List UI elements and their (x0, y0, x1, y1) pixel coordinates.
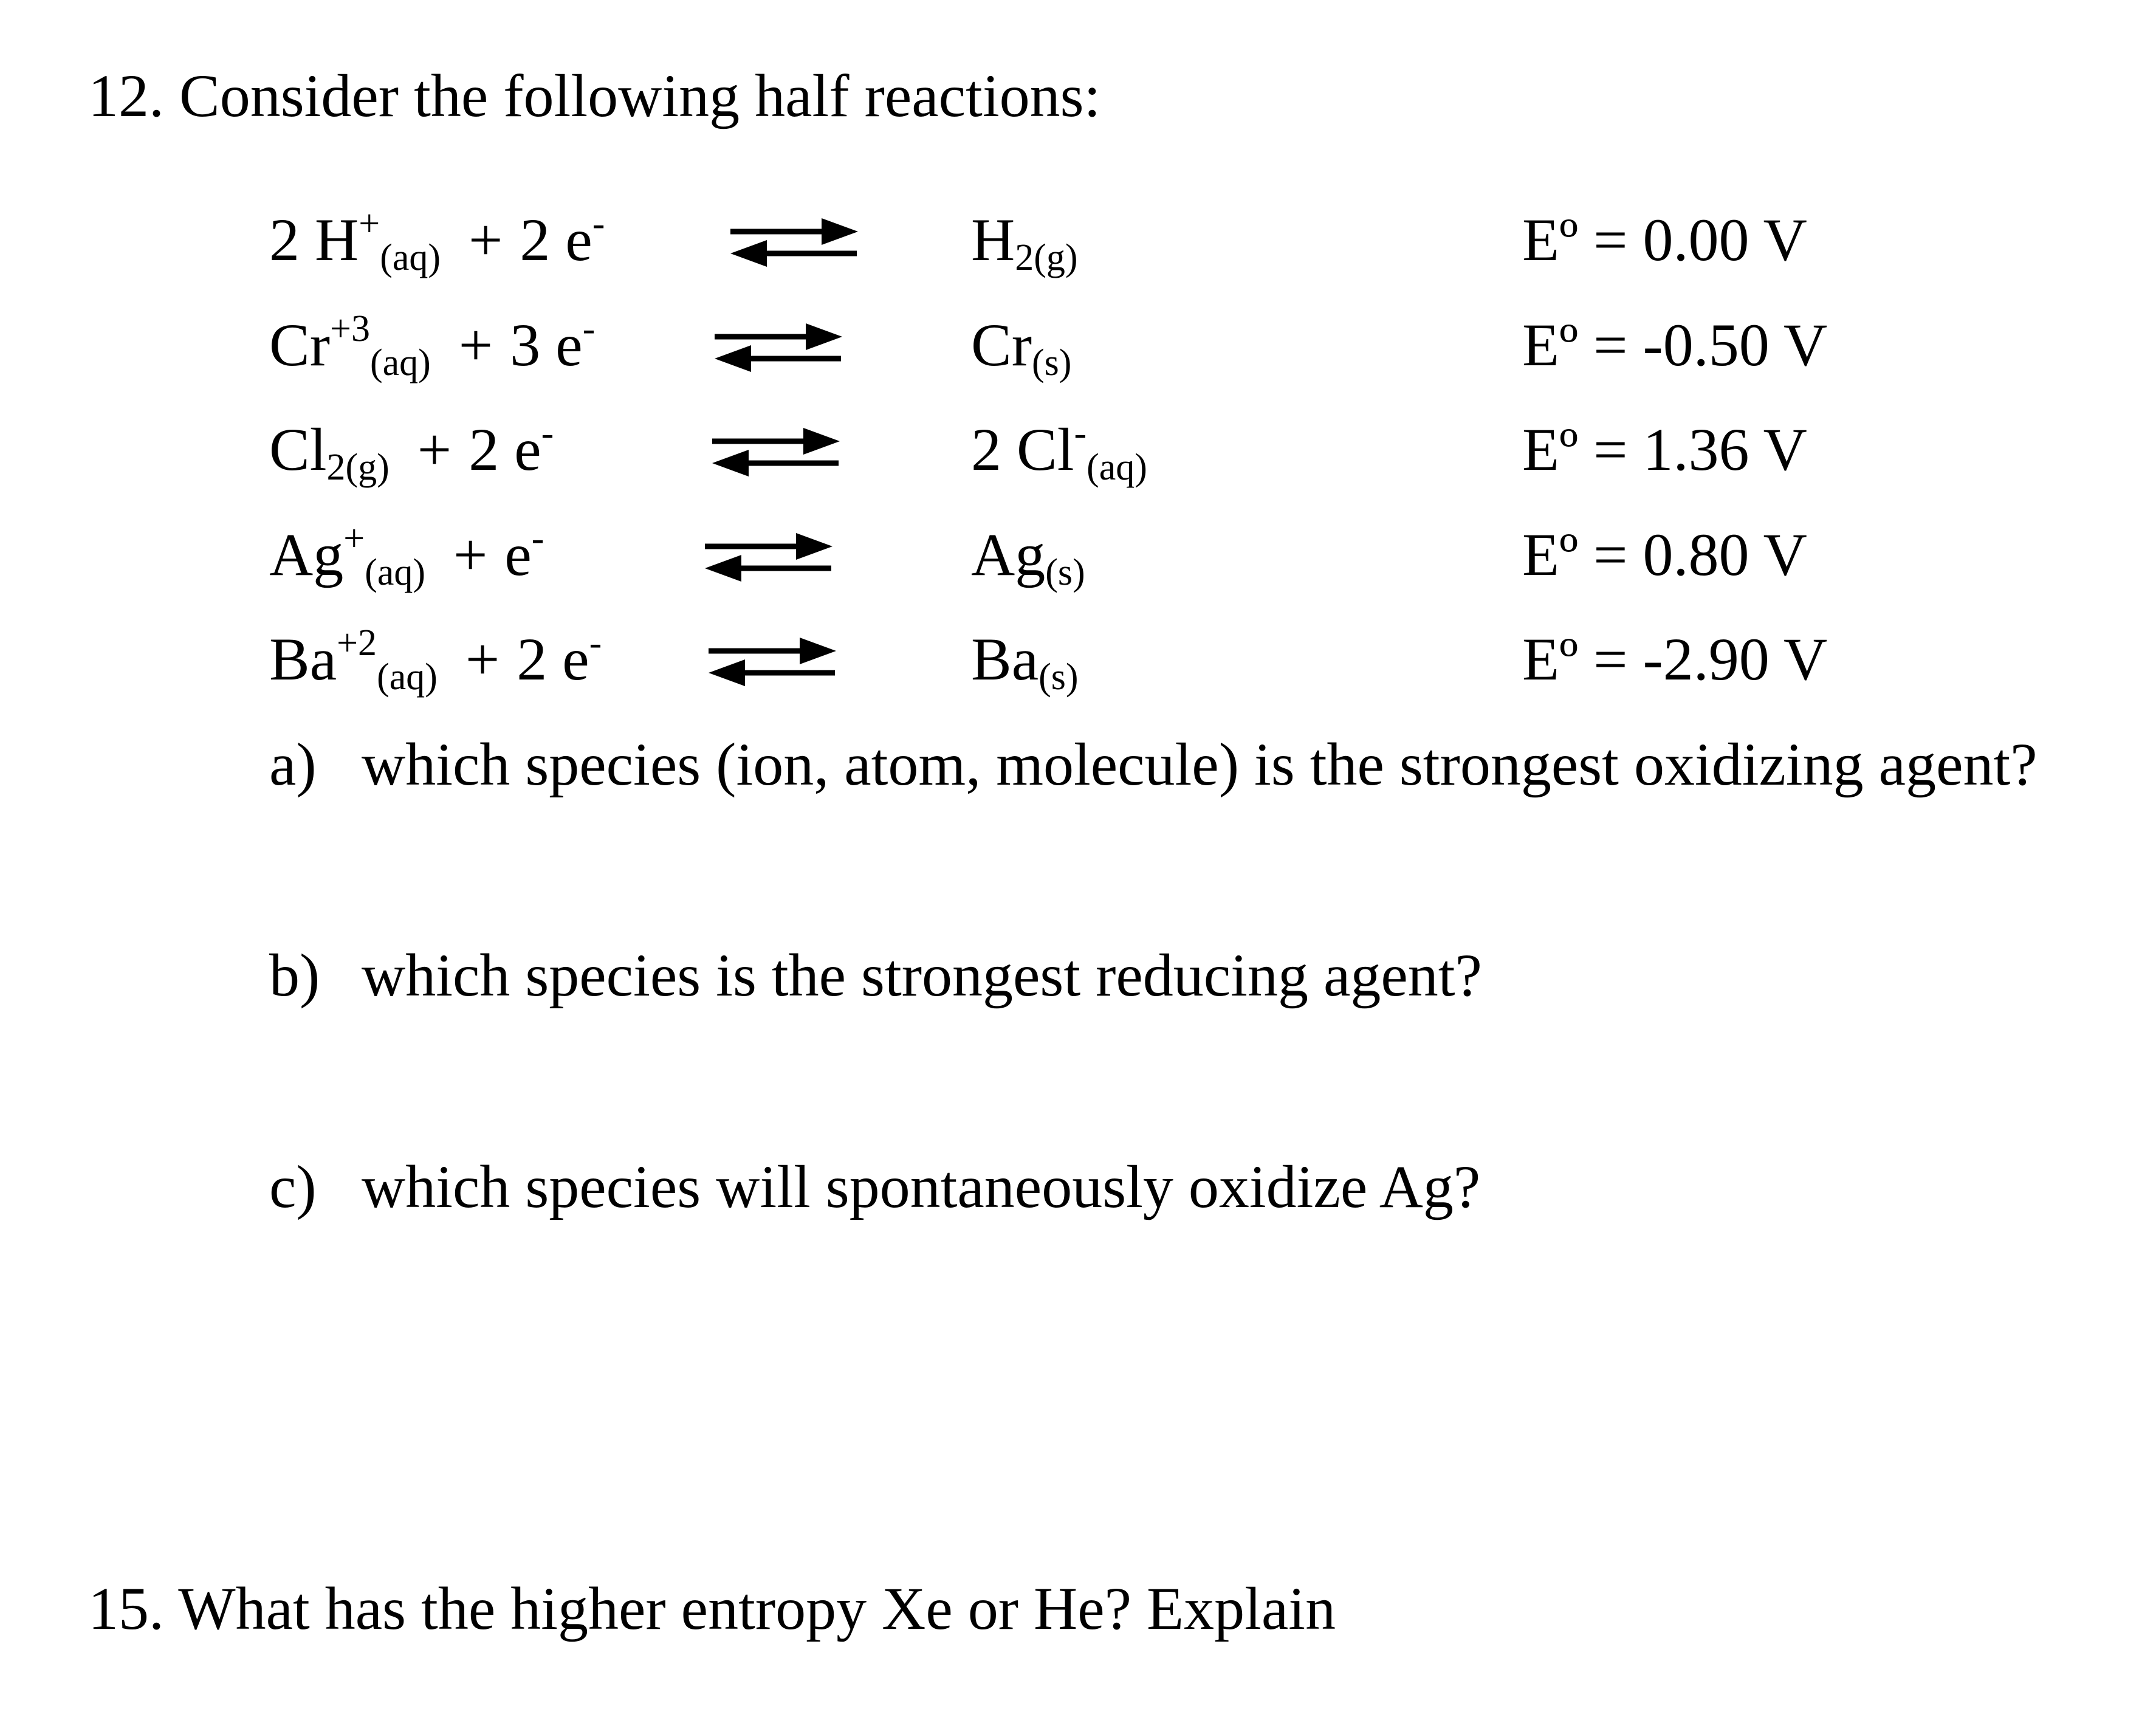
standard-potential: Eº = -0.50 V (1522, 311, 1828, 379)
reactant: Cl2(g) + 2 e- (269, 413, 554, 488)
standard-potential: Eº = -2.90 V (1522, 625, 1828, 693)
product: H2(g) (971, 206, 1078, 278)
product: Ba(s) (971, 625, 1079, 698)
equilibrium-arrow-icon (730, 212, 858, 273)
equilibrium-arrow-icon (712, 422, 840, 483)
reactant: Ag+(aq) + e- (269, 518, 544, 593)
product: Ag(s) (971, 521, 1085, 593)
reaction-row (0, 308, 2156, 406)
standard-potential: Eº = 0.00 V (1522, 206, 1807, 273)
standard-potential: Eº = 0.80 V (1522, 521, 1807, 588)
equilibrium-arrow-icon (709, 631, 836, 692)
product: 2 Cl-(aq) (971, 413, 1147, 488)
question-b: b) which species is the strongest reducing agent? (269, 941, 1482, 1009)
question-15-title: 15. What has the higher entropy Xe or He? Explain (88, 1575, 1336, 1642)
equilibrium-arrow-icon (715, 317, 842, 378)
standard-potential: Eº = 1.36 V (1522, 416, 1807, 483)
reaction-row (0, 622, 2156, 720)
reactant: $Ba^{+2}(aq) + 2$ e- (269, 622, 602, 698)
reactant: $Cr^{+3}(aq) + 3$ e- (269, 308, 596, 384)
question-a: a) which species (ion, atom, molecule) is the strongest oxidizing agent? (269, 731, 2038, 798)
product: Cr(s) (971, 311, 1072, 384)
reactant: 2 H+(aq) + 2 e- (269, 203, 605, 278)
reaction-row (0, 518, 2156, 616)
reaction-row (0, 413, 2156, 511)
question-12-title: 12. Consider the following half reactions: (88, 62, 1101, 129)
equilibrium-arrow-icon (705, 527, 833, 588)
question-c: c) which species will spontaneously oxidize Ag? (269, 1153, 1481, 1220)
reaction-row (0, 203, 2156, 301)
